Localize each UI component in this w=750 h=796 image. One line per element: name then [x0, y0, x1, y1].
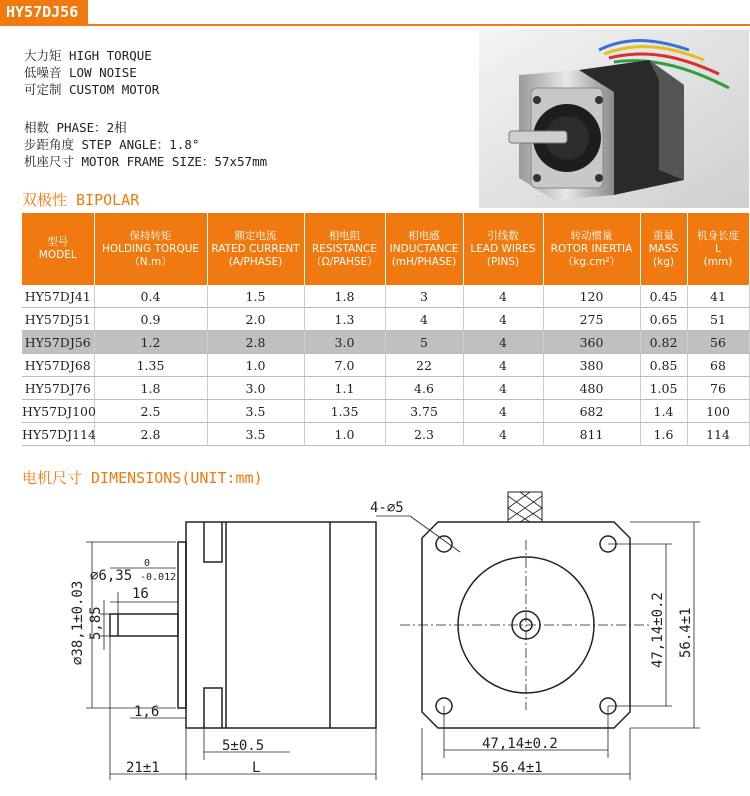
spec-table [22, 213, 750, 446]
value-cell: 4.6 [385, 377, 463, 400]
boss-len-dim: 5±0.5 [222, 738, 265, 754]
column-header-line: 机身长度 [697, 229, 739, 242]
value-cell: 2.8 [207, 331, 304, 354]
body-w-dim: 56.4±1 [492, 760, 543, 776]
value-cell: 2.0 [207, 308, 304, 331]
value-cell: 1.4 [640, 400, 687, 423]
value-cell: 275 [543, 308, 640, 331]
spec-item: 步距角度 STEP ANGLE：1.8° [24, 137, 200, 152]
table-row [22, 423, 749, 446]
value-cell: 5 [385, 331, 463, 354]
value-cell: 4 [463, 354, 543, 377]
flange-dim: 1,6 [134, 704, 160, 720]
value-cell: 41 [687, 285, 749, 308]
column-header-line: （kg.cm²） [562, 255, 621, 268]
value-cell: 68 [687, 354, 749, 377]
value-cell: 3.0 [207, 377, 304, 400]
column-header [22, 213, 94, 285]
column-header-line: (PINS) [486, 255, 520, 268]
dimension-drawing [0, 490, 750, 796]
value-cell: 4 [463, 331, 543, 354]
model-cell: HY57DJ56 [22, 331, 94, 354]
value-cell: 3.75 [385, 400, 463, 423]
value-cell: 100 [687, 400, 749, 423]
column-header-line: （N.m） [129, 255, 172, 268]
column-header-line: 相电感 [408, 229, 440, 242]
column-header [687, 213, 749, 285]
shaft-len-dim: 21±1 [126, 760, 160, 776]
page-title: HY57DJ56 [0, 0, 88, 24]
value-cell: 1.8 [304, 285, 385, 308]
model-cell: HY57DJ76 [22, 377, 94, 400]
value-cell: 76 [687, 377, 749, 400]
value-cell: 51 [687, 308, 749, 331]
column-header-line: INDUCTANCE [389, 242, 459, 255]
spec-list [24, 119, 267, 170]
column-header-line: HOLDING TORQUE [101, 242, 200, 255]
spec-item: 相数 PHASE：2相 [24, 120, 127, 135]
table-row [22, 377, 749, 400]
value-cell: 1.0 [304, 423, 385, 446]
spec-item: 机座尺寸 MOTOR FRAME SIZE：57x57mm [24, 154, 268, 169]
bipolar-title: 双极性 BIPOLAR [22, 191, 140, 209]
side-view [110, 522, 376, 728]
value-cell: 480 [543, 377, 640, 400]
value-cell: 4 [463, 400, 543, 423]
value-cell: 3.5 [207, 400, 304, 423]
value-cell: 1.6 [640, 423, 687, 446]
column-header-line: LEAD WIRES [470, 242, 536, 255]
model-cell: HY57DJ68 [22, 354, 94, 377]
body-h-dim: 56.4±1 [678, 607, 694, 658]
value-cell: 22 [385, 354, 463, 377]
shaft-tol-upper: 0 [144, 558, 151, 569]
column-header-line: (mH/PHASE) [391, 255, 457, 268]
column-header-line: 型号 [47, 236, 69, 248]
model-cell: HY57DJ114 [22, 423, 94, 446]
motor-photo [479, 30, 749, 208]
table-row [22, 331, 749, 354]
column-header [385, 213, 463, 285]
column-header-line: MASS [648, 242, 679, 255]
shaft-tol-lower: -0.012 [140, 572, 177, 583]
column-header-line: (kg) [653, 255, 674, 268]
column-header-line: (A/PHASE) [228, 255, 283, 268]
value-cell: 0.4 [94, 285, 207, 308]
value-cell: 4 [385, 308, 463, 331]
column-header [207, 213, 304, 285]
column-header-line: 额定电流 [234, 229, 277, 242]
column-header-line: 转动惯量 [570, 229, 613, 242]
model-cell: HY57DJ51 [22, 308, 94, 331]
hole-pitch-v-dim: 47,14±0.2 [650, 592, 666, 668]
value-cell: 56 [687, 331, 749, 354]
table-row [22, 400, 749, 423]
column-header-line: MODEL [38, 249, 77, 261]
value-cell: 3.0 [304, 331, 385, 354]
hole-pitch-h-dim: 47,14±0.2 [482, 736, 558, 752]
column-header-line: ROTOR INERTIA [550, 242, 633, 255]
value-cell: 3 [385, 285, 463, 308]
value-cell: 1.8 [94, 377, 207, 400]
table-header-row [22, 213, 749, 285]
value-cell: 1.5 [207, 285, 304, 308]
value-cell: 4 [463, 308, 543, 331]
boss-dim: ⌀38,1±0.03 [70, 580, 86, 665]
value-cell: 120 [543, 285, 640, 308]
flat-len-dim: 16 [132, 586, 149, 602]
column-header-line: 重量 [653, 229, 674, 242]
column-header [543, 213, 640, 285]
feature-item: 大力矩 HIGH TORQUE [24, 48, 152, 63]
value-cell: 3.5 [207, 423, 304, 446]
column-header-line: 引线数 [487, 229, 519, 242]
value-cell: 0.45 [640, 285, 687, 308]
value-cell: 1.35 [94, 354, 207, 377]
column-header [463, 213, 543, 285]
value-cell: 0.85 [640, 354, 687, 377]
model-cell: HY57DJ100 [22, 400, 94, 423]
value-cell: 1.2 [94, 331, 207, 354]
value-cell: 1.1 [304, 377, 385, 400]
value-cell: 0.65 [640, 308, 687, 331]
feature-list [24, 47, 159, 98]
title-bar [0, 0, 750, 26]
table-row [22, 308, 749, 331]
value-cell: 7.0 [304, 354, 385, 377]
value-cell: 1.0 [207, 354, 304, 377]
flat-dim: 5,85 [88, 606, 104, 640]
value-cell: 811 [543, 423, 640, 446]
shaft-dia-dim: ⌀6,35 [90, 568, 133, 584]
value-cell: 114 [687, 423, 749, 446]
column-header [94, 213, 207, 285]
model-cell: HY57DJ41 [22, 285, 94, 308]
column-header-line: L [715, 242, 721, 255]
column-header [304, 213, 385, 285]
value-cell: 2.5 [94, 400, 207, 423]
value-cell: 380 [543, 354, 640, 377]
table-row [22, 285, 749, 308]
body-len-dim: L [252, 760, 261, 776]
column-header [640, 213, 687, 285]
value-cell: 4 [463, 423, 543, 446]
value-cell: 4 [463, 377, 543, 400]
value-cell: 0.9 [94, 308, 207, 331]
column-header-line: RESISTANCE [312, 242, 377, 255]
value-cell: 360 [543, 331, 640, 354]
value-cell: 0.82 [640, 331, 687, 354]
value-cell: 1.35 [304, 400, 385, 423]
column-header-line: （Ω/PAHSE） [311, 255, 378, 268]
table-row [22, 354, 749, 377]
value-cell: 1.3 [304, 308, 385, 331]
value-cell: 2.3 [385, 423, 463, 446]
value-cell: 2.8 [94, 423, 207, 446]
value-cell: 1.05 [640, 377, 687, 400]
value-cell: 682 [543, 400, 640, 423]
feature-item: 低噪音 LOW NOISE [24, 65, 137, 80]
dimensions-title: 电机尺寸 DIMENSIONS(UNIT:mm) [22, 469, 263, 487]
value-cell: 4 [463, 285, 543, 308]
column-header-line: 保持转矩 [129, 229, 172, 242]
column-header-line: 相电阻 [328, 229, 361, 242]
holes-dim: 4-⌀5 [370, 500, 404, 516]
column-header-line: RATED CURRENT [211, 242, 300, 255]
feature-item: 可定制 CUSTOM MOTOR [24, 82, 160, 97]
column-header-line: (mm) [703, 255, 733, 268]
